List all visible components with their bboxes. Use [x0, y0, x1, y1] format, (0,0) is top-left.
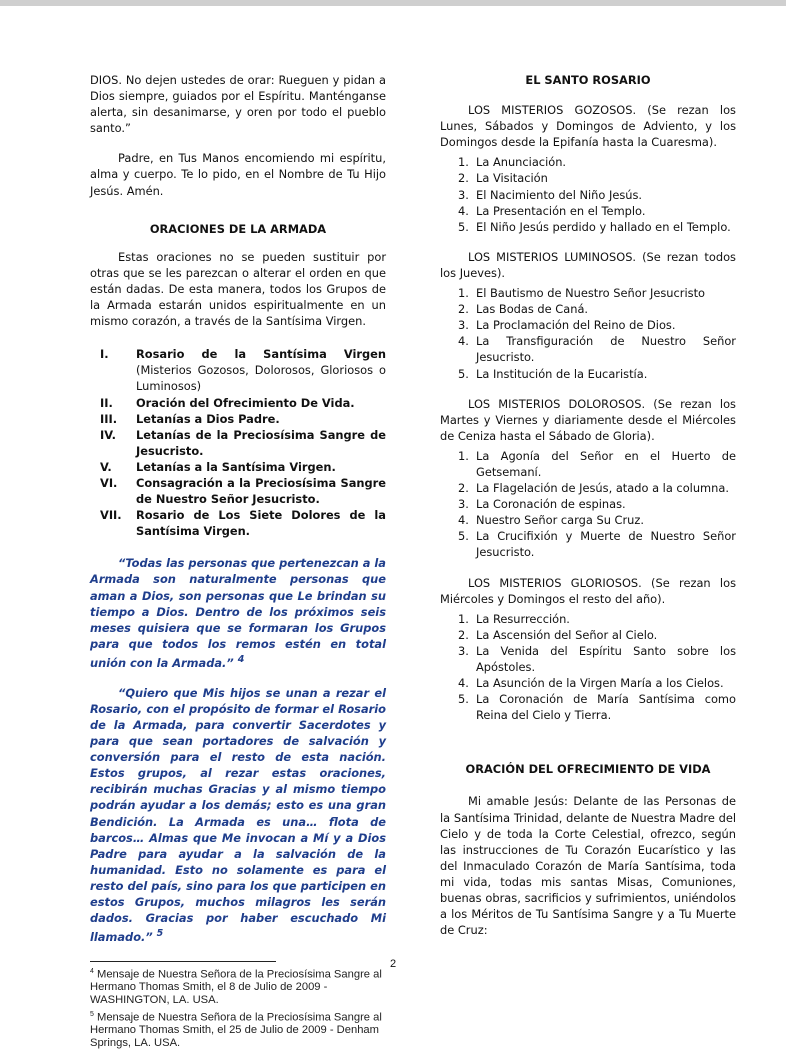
footnote-ref-4: 4 — [237, 653, 245, 665]
list-item: 1. La Agonía del Señor en el Huerto de Getsemaní. — [458, 448, 736, 479]
footnote-ref-5: 5 — [156, 928, 164, 940]
intro-paragraph: DIOS. No dejen ustedes de orar: Rueguen y pidan a Dios siempre, guiados por el Espíritu. Manténganse alerta, sin desanimarse, y oren por todo el pueblo santo.” — [90, 73, 386, 136]
luminosos-intro: LOS MISTERIOS LUMINOSOS. (Se rezan todos los Jueves). — [440, 249, 736, 280]
page-number: 2 — [389, 958, 397, 970]
dolorosos-intro: LOS MISTERIOS DOLOROSOS. (Se rezan los Martes y Viernes y diariamente desde el Miércoles de Ceniza hasta el Sábado de Gloria). — [440, 396, 736, 443]
luminosos-list — [440, 285, 736, 382]
dolorosos-list — [440, 448, 736, 561]
list-item: 4. La Asunción de la Virgen María a los Cielos. — [458, 676, 724, 691]
prayer-item: VI. Consagración a la Preciosísima Sangre de Nuestro Señor Jesucristo. — [100, 475, 386, 507]
prayer-item: I. Rosario de la Santísima Virgen (Misterios Gozosos, Dolorosos, Gloriosos o Luminosos) — [100, 347, 386, 394]
oraciones-paragraph: Estas oraciones no se pueden sustituir por otras que se les parezcan o alterar el orden en que están dadas. De esta manera, todos los Grupos de la Armada estarán unidos espiritualmente en un mismo corazón, a través de la Santísima Virgen. — [90, 249, 386, 329]
list-item: 3. La Venida del Espíritu Santo sobre los Apóstoles. — [458, 643, 736, 674]
left-column — [90, 72, 386, 1051]
list-item: 1. La Anunciación. — [458, 155, 567, 170]
rosario-heading: EL SANTO ROSARIO — [525, 73, 651, 87]
list-item: 3. La Coronación de espinas. — [458, 497, 626, 512]
footnote-4: $^4$ Mensaje de Nuestra Señora de la Preciosísima Sangre al Hermano Thomas Smith, el 8 de Julio de 2009 - WASHINGTON, LA. USA. — [90, 968, 382, 1007]
prayers-list — [90, 346, 386, 539]
list-item: 5. La Crucifixión y Muerte de Nuestro Señor Jesucristo. — [458, 529, 736, 560]
gloriosos-intro: LOS MISTERIOS GLORIOSOS. (Se rezan los Miércoles y Domingos el resto del año). — [440, 575, 736, 606]
right-column — [440, 72, 736, 938]
ofrecimiento-paragraph: Mi amable Jesús: Delante de las Personas de la Santísima Trinidad, delante de Nuestra Madre del Cielo y de toda la Corte Celestial, ofrezco, según las instrucciones de Tu Corazón Eucarístico y las del Inmaculado Corazón de María Santísima, toda mi vida, todas mis santas Misas, Comuniones, buenas obras, sacrificios y sufrimientos, uniéndolos a los Méritos de Tu Santísima Sangre y a Tu Muerte de Cruz: — [440, 794, 736, 938]
prayer-item: V. Letanías a la Santísima Virgen. — [100, 459, 336, 474]
list-item: 2. La Visitación — [458, 171, 548, 186]
gloriosos-list — [440, 611, 736, 724]
footnote-5: $^5$ Mensaje de Nuestra Señora de la Preciosísima Sangre al Hermano Thomas Smith, el 25 de Julio de 2009 - Denham Springs, LA. USA. — [90, 1010, 382, 1049]
list-item: 5. El Niño Jesús perdido y hallado en el Templo. — [458, 219, 731, 234]
list-item: 3. El Nacimiento del Niño Jesús. — [458, 187, 643, 202]
prayer-item: VII. Rosario de Los Siete Dolores de la Santísima Virgen. — [100, 508, 386, 539]
list-item: 5. La Coronación de María Santísima como Reina del Cielo y Tierra. — [458, 692, 736, 723]
list-item: 2. La Flagelación de Jesús, atado a la columna. — [458, 481, 729, 496]
quote-2: “Quiero que Mis hijos se unan a rezar el Rosario, con el propósito de formar el Rosario de la Armada, para convertir Sacerdotes y para que sean portadores de salvación y conversión para el resto de esta nación. Estos grupos, al rezar estas oraciones, recibirán muchas Gracias y al mismo tiempo podrán ayudar a los demás; esto es una gran Bendición. La Armada es una… flota de barcos… Almas que Me invocan a Mí y a Dios Padre para ayudar a la salvación de la humanidad. Esto no solamente es para el resto del país, sino para los que participen en estos Grupos, muchos milagros les serán dados. Gracias por haber escuchado Mi llamado.” $^5$ — [90, 685, 386, 944]
gozosos-list — [440, 154, 736, 234]
gozosos-intro: LOS MISTERIOS GOZOSOS. (Se rezan los Lunes, Sábados y Domingos de Adviento, y los Domingos desde la Epifanía hasta la Cuaresma). — [440, 103, 736, 150]
padre-paragraph: Padre, en Tus Manos encomiendo mi espíritu, alma y cuerpo. Te lo pido, en el Nombre de Tu Hijo Jesús. Amén. — [90, 151, 386, 198]
prayer-item: III. Letanías a Dios Padre. — [100, 411, 280, 426]
list-item: 2. La Ascensión del Señor al Cielo. — [458, 627, 658, 642]
list-item: 1. El Bautismo de Nuestro Señor Jesucristo — [458, 286, 706, 301]
list-item: 2. Las Bodas de Caná. — [458, 302, 589, 317]
list-item: 1. La Resurrección. — [458, 611, 570, 626]
ofrecimiento-heading: ORACIÓN DEL OFRECIMIENTO DE VIDA — [465, 762, 711, 777]
list-item: 4. Nuestro Señor carga Su Cruz. — [458, 513, 644, 528]
list-item: 4. La Transfiguración de Nuestro Señor Jesucristo. — [458, 334, 736, 365]
list-item: 4. La Presentación en el Templo. — [458, 203, 646, 218]
oraciones-heading: ORACIONES DE LA ARMADA — [149, 221, 327, 236]
list-item: 3. La Proclamación del Reino de Dios. — [458, 318, 676, 333]
list-item: 5. La Institución de la Eucaristía. — [458, 366, 648, 381]
top-border — [0, 0, 786, 6]
quote-1: “Todas las personas que pertenezcan a la Armada son naturalmente personas que aman a Dios, son personas que Le brindan su tiempo a Dios. Dentro de los próximos seis meses quisiera que se formaran los Grupos para que todos los remos estén en total unión con la Armada.” $^4$ — [90, 556, 386, 670]
prayer-item: IV. Letanías de la Preciosísima Sangre de Jesucristo. — [100, 427, 386, 458]
prayer-item: II. Oración del Ofrecimiento De Vida. — [100, 395, 355, 410]
